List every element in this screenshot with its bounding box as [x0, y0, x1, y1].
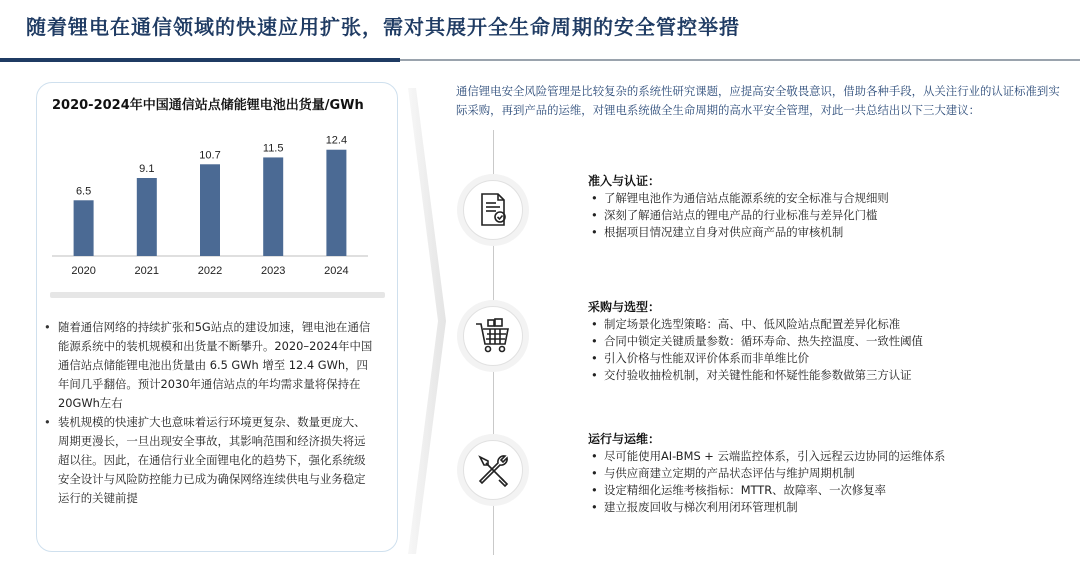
bar-2024: [326, 150, 346, 256]
tools-icon: [463, 440, 523, 500]
intro-paragraph: 通信锂电安全风险管理是比较复杂的系统性研究课题，应提高安全敬畏意识，借助各种手段，从关注行业的认证标准到实际采购，再到产品的运维，对锂电系统做全生命周期的高水平安全管理，对此一共总结出以下三大建议：: [456, 84, 1060, 117]
section-operations: [588, 430, 1048, 516]
bar-2023: [263, 157, 283, 256]
section-bullet: • 合同中锁定关键质量参数：循环寿命、热失控温度、一致性阈值: [588, 333, 1048, 350]
section-procurement: [588, 298, 1048, 384]
section-bullet: • 了解锂电池作为通信站点能源系统的安全标准与合规细则: [588, 190, 1048, 207]
x-tick-label-2023: 2023: [260, 265, 286, 277]
left-bullet-list: [40, 318, 374, 508]
section-bullet: • 设定精细化运维考核指标：MTTR、故障率、一次修复率: [588, 482, 1048, 499]
bar-2021: [137, 178, 157, 256]
x-tick-label-2021: 2021: [134, 265, 160, 277]
data-label-2023: 11.5: [262, 142, 284, 155]
bar-2022: [200, 164, 220, 256]
data-label-2022: 10.7: [199, 149, 221, 162]
title-underline-accent: [0, 58, 400, 62]
section-title: 准入与认证：: [588, 174, 661, 188]
bar-chart: [40, 128, 380, 288]
section-bullet: • 根据项目情况建立自身对供应商产品的审核机制: [588, 224, 1048, 241]
left-bullet-item: • 装机规模的快速扩大也意味着运行环境更复杂、数量更庞大、周期更漫长，一旦出现安全事故，其影响范围和经济损失将远超以往。因此，在通信行业全面锂电化的趋势下，强化系统级安全设计与风险防控能力已成为确保网络连续供电与业务稳定运行的关键前提: [40, 413, 374, 508]
section-bullet: • 引入价格与性能双评价体系而非单维比价: [588, 350, 1048, 367]
certificate-icon: [463, 180, 523, 240]
data-label-2020: 6.5: [75, 185, 92, 198]
data-label-2021: 9.1: [139, 163, 155, 175]
x-tick-label-2022: 2022: [197, 265, 223, 277]
shopping-cart-icon: [463, 306, 523, 366]
chevron-right-icon: [408, 88, 448, 554]
x-tick-label-2020: 2020: [71, 265, 96, 277]
section-title: 运行与运维：: [588, 432, 661, 446]
x-tick-label-2024: 2024: [324, 265, 349, 277]
section-bullet: • 制定场景化选型策略：高、中、低风险站点配置差异化标准: [588, 316, 1048, 333]
chart-divider: [50, 292, 385, 298]
bar-2020: [74, 200, 94, 256]
page-title: 随着锂电在通信领域的快速应用扩张，需对其展开全生命周期的安全管控举措: [26, 15, 740, 39]
chart-title: 2020-2024年中国通信站点储能锂电池出货量/GWh: [52, 98, 364, 113]
data-label-2024: 12.4: [325, 134, 348, 147]
section-certification: [588, 172, 1048, 241]
section-bullet: • 与供应商建立定期的产品状态评估与维护周期机制: [588, 465, 1048, 482]
left-bullet-item: • 随着通信网络的持续扩张和5G站点的建设加速，锂电池在通信能源系统中的装机规模和出货量不断攀升。2020–2024年中国通信站点储能锂电池出货量由 6.5 GWh 增至 12.4 GWh，四年间几乎翻倍。预计2030年通信站点的年均需求量将保持在20GWh左右: [40, 318, 374, 413]
section-bullet: • 深刻了解通信站点的锂电产品的行业标准与差异化门槛: [588, 207, 1048, 224]
title-underline: [400, 59, 1080, 61]
section-title: 采购与选型：: [588, 300, 661, 314]
section-bullet: • 交付验收抽检机制，对关键性能和怀疑性能参数做第三方认证: [588, 367, 1048, 384]
section-bullet: • 尽可能使用AI-BMS + 云端监控体系，引入远程云边协同的运维体系: [588, 448, 1048, 465]
section-bullet: • 建立报废回收与梯次利用闭环管理机制: [588, 499, 1048, 516]
